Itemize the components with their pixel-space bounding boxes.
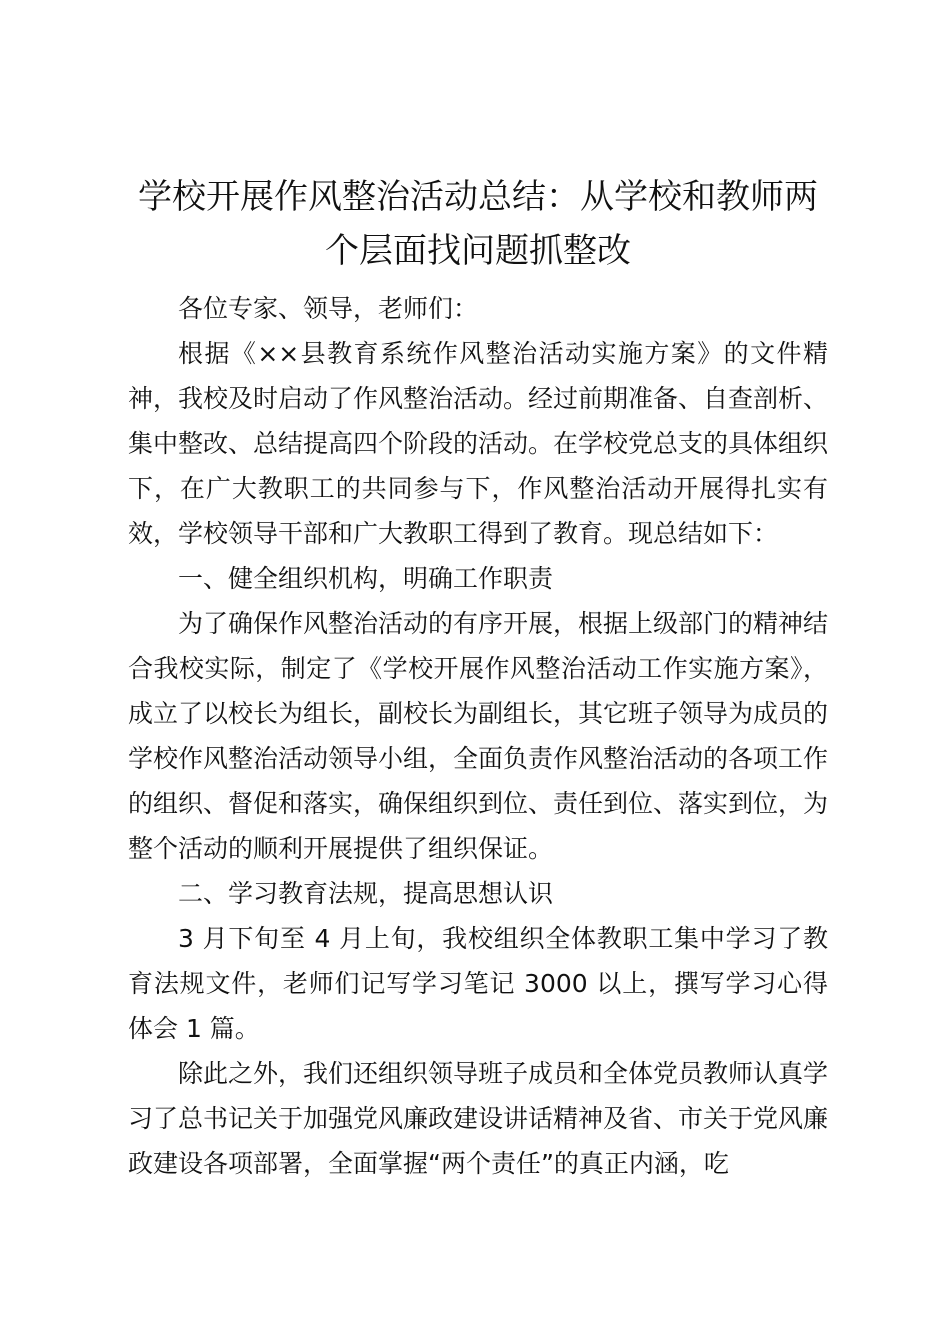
document-page [128, 170, 828, 1186]
section-2-paragraph-1: 3 月下旬至 4 月上旬，我校组织全体教职工集中学习了教育法规文件，老师们记写学习笔记 3000 以上，撰写学习心得体会 1 篇。 [128, 924, 828, 1043]
section-1-heading: 一、健全组织机构，明确工作职责 [178, 564, 554, 593]
title-line-1: 学校开展作风整治活动总结：从学校和教师两 [138, 177, 818, 217]
greeting-paragraph: 各位专家、领导，老师们： [178, 294, 479, 323]
intro-paragraph: 根据《××县教育系统作风整治活动实施方案》的文件精神，我校及时启动了作风整治活动。经过前期准备、自查剖析、集中整改、总结提高四个阶段的活动。在学校党总支的具体组织下，在广大教职工的共同参与下，作风整治活动开展得扎实有效，学校领导干部和广大教职工得到了教育。现总结如下： [128, 339, 829, 548]
section-1-paragraph: 为了确保作风整治活动的有序开展，根据上级部门的精神结合我校实际，制定了《学校开展作风整治活动工作实施方案》，成立了以校长为组长，副校长为副组长，其它班子领导为成员的学校作风整治活动领导小组，全面负责作风整治活动的各项工作的组织、督促和落实，确保组织到位、责任到位、落实到位，为整个活动的顺利开展提供了组织保证。 [128, 609, 829, 863]
document-title [128, 170, 828, 278]
section-2-heading: 二、学习教育法规，提高思想认识 [178, 879, 554, 908]
section-2-paragraph-2: 除此之外，我们还组织领导班子成员和全体党员教师认真学习了总书记关于加强党风廉政建设讲话精神及省、市关于党风廉政建设各项部署，全面掌握“两个责任”的真正内涵，吃 [128, 1059, 829, 1178]
document-body [128, 286, 828, 1186]
title-line-2: 个层面找问题抓整改 [325, 231, 631, 271]
